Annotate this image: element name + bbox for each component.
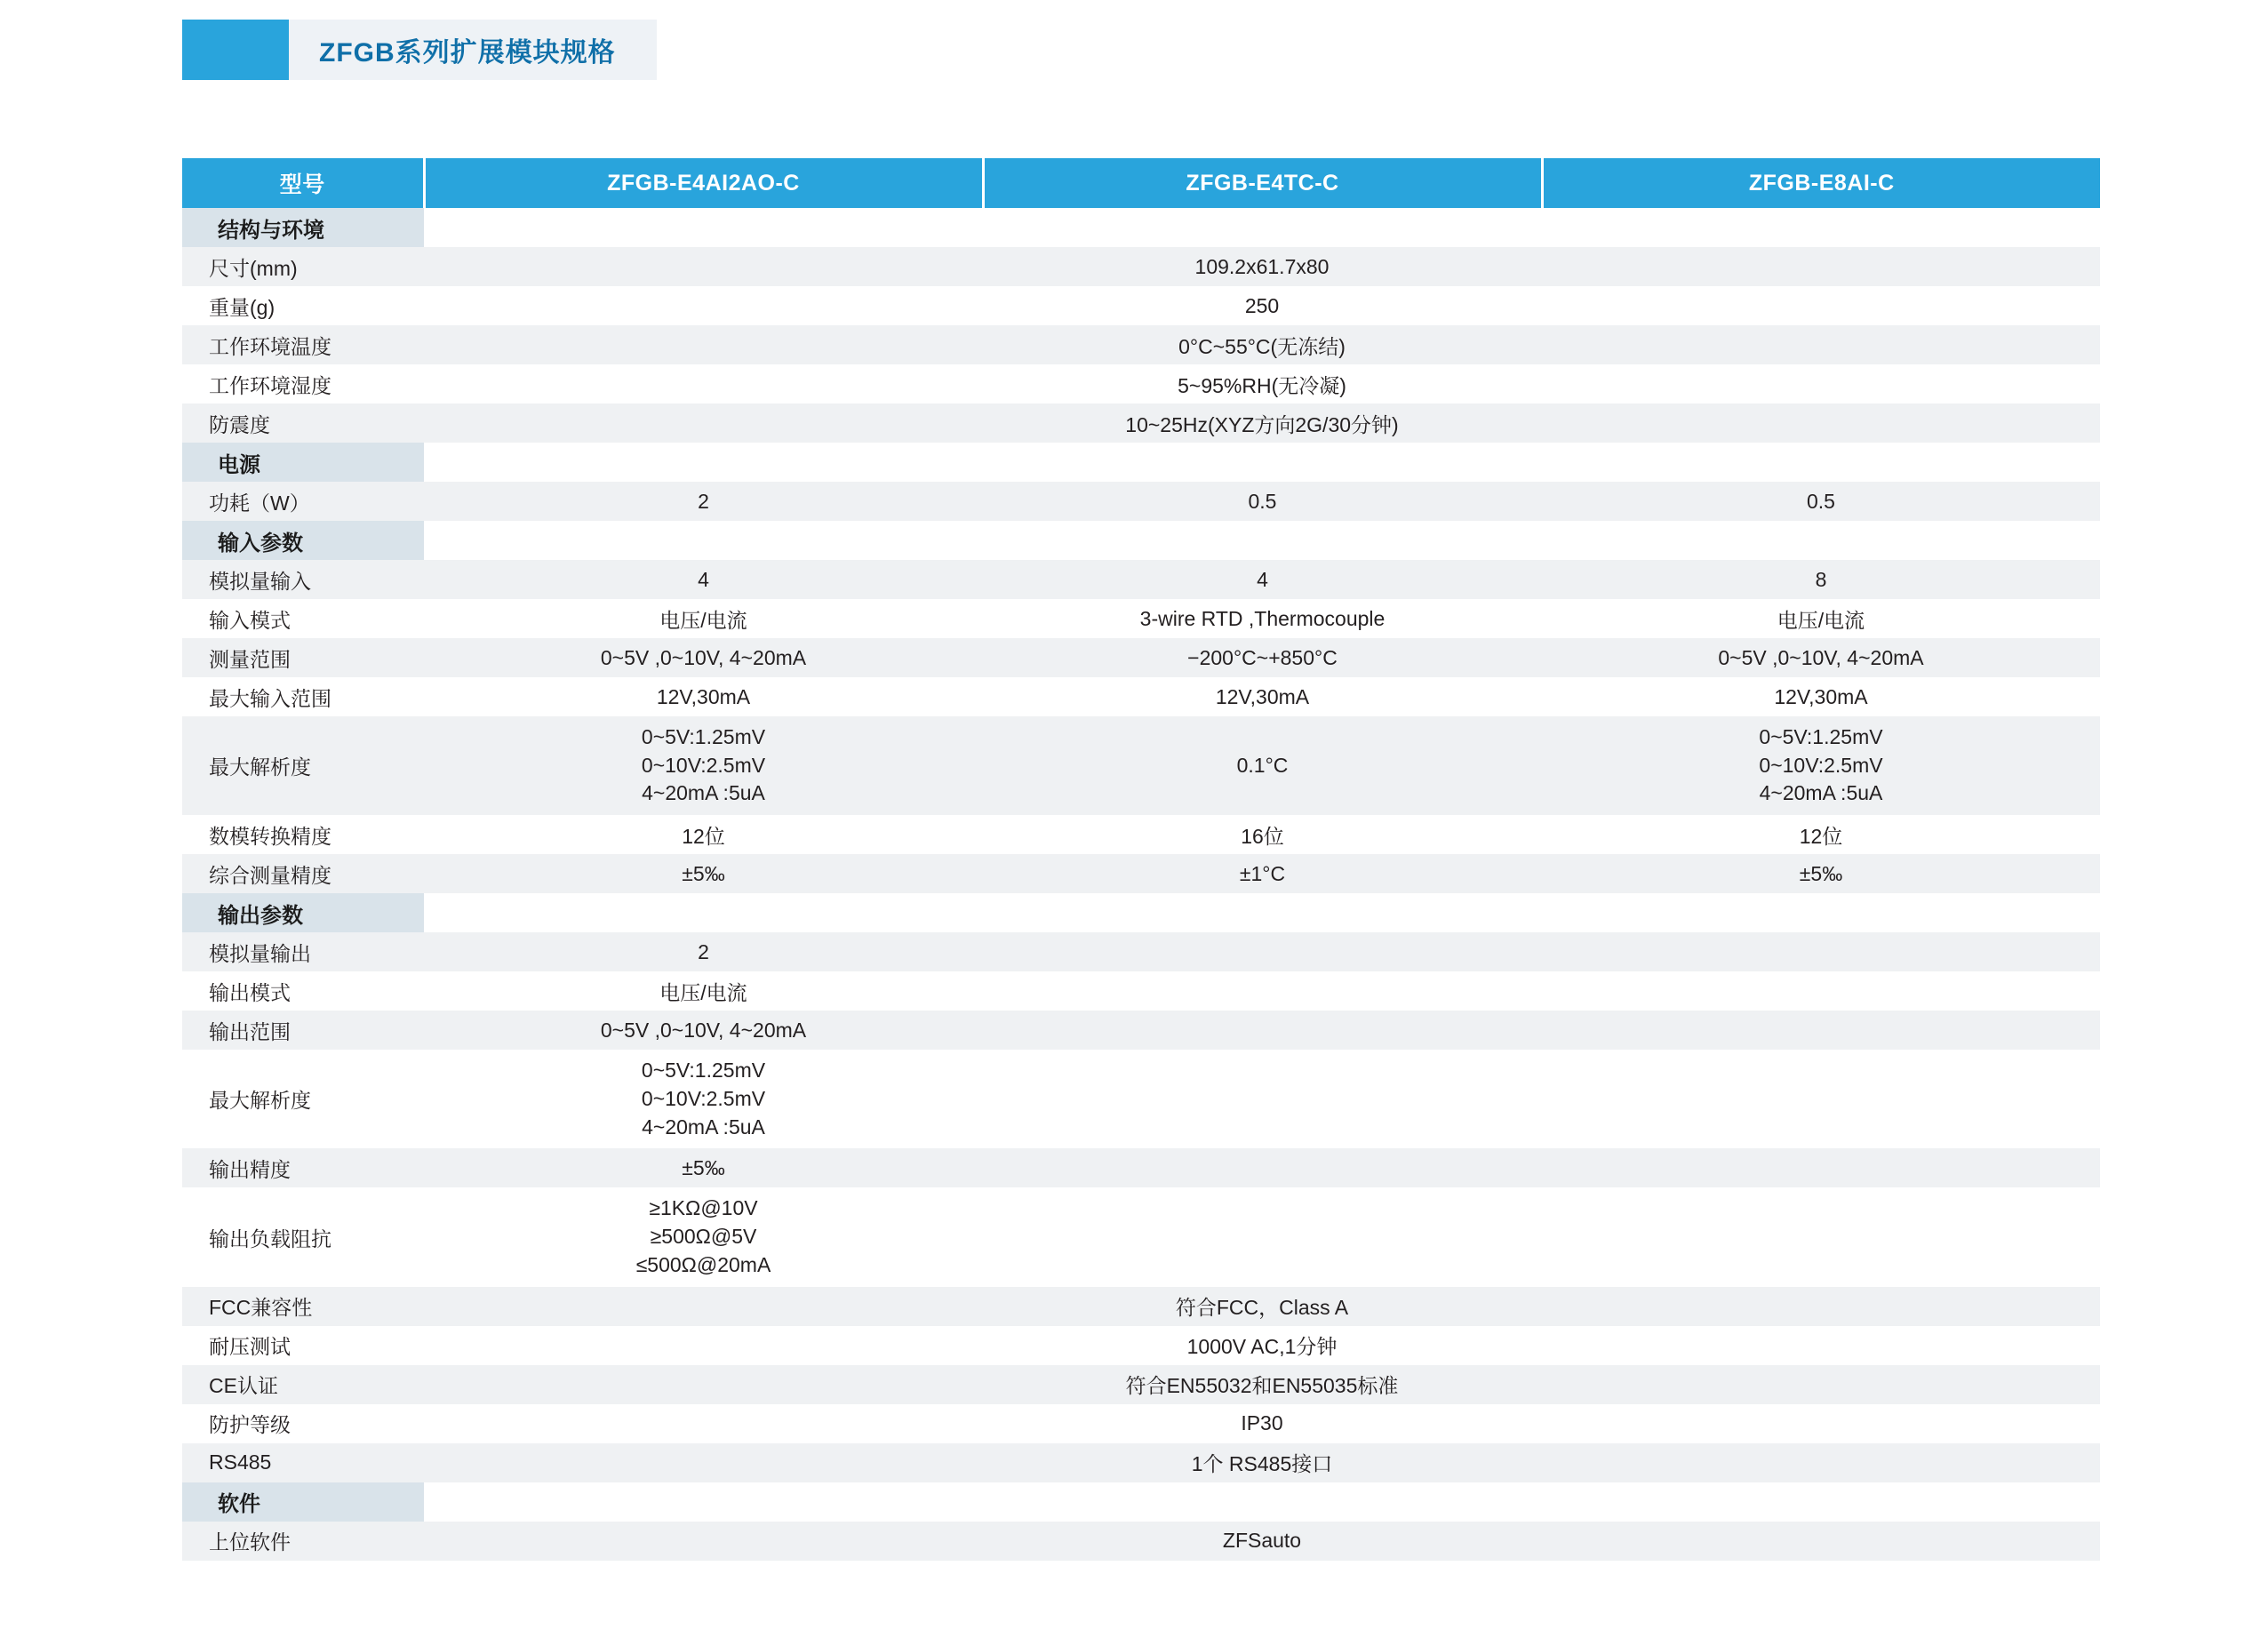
row-value-cell <box>424 716 983 815</box>
row-value-cell: 0.1°C <box>983 716 1542 815</box>
row-value-merged: 0°C~55°C(无冻结) <box>424 325 2100 364</box>
table-row <box>182 560 2100 599</box>
column-header-e4tc: ZFGB-E4TC-C <box>983 158 1542 208</box>
section-empty-cell <box>983 521 1542 560</box>
section-label: 软件 <box>182 1482 424 1522</box>
row-value-cell: 12V,30mA <box>983 677 1542 716</box>
table-row <box>182 1326 2100 1365</box>
row-value-cell: 电压/电流 <box>424 971 983 1011</box>
row-value-merged: 109.2x61.7x80 <box>424 247 2100 286</box>
row-value-cell <box>983 932 1542 971</box>
table-row <box>182 1187 2100 1286</box>
row-value-cell <box>1542 971 2100 1011</box>
section-empty-cell <box>1542 521 2100 560</box>
section-label: 结构与环境 <box>182 208 424 247</box>
row-value-cell <box>1542 716 2100 815</box>
header-title-wrap <box>289 20 657 80</box>
row-value-cell: 0~5V ,0~10V, 4~20mA <box>424 638 983 677</box>
table-row <box>182 1287 2100 1326</box>
row-label: 模拟量输出 <box>182 932 424 971</box>
row-label: 最大解析度 <box>182 716 424 815</box>
row-label: 输出范围 <box>182 1011 424 1050</box>
table-row <box>182 247 2100 286</box>
multiline-value: 0~5V:1.25mV 0~10V:2.5mV 4~20mA :5uA <box>641 1059 766 1139</box>
table-row <box>182 1404 2100 1443</box>
specification-table <box>182 158 2100 1561</box>
row-value-cell <box>983 971 1542 1011</box>
table-row <box>182 325 2100 364</box>
section-empty-cell <box>983 893 1542 932</box>
row-label: FCC兼容性 <box>182 1287 424 1326</box>
row-value-cell: −200°C~+850°C <box>983 638 1542 677</box>
column-header-e4ai2ao: ZFGB-E4AI2AO-C <box>424 158 983 208</box>
row-value-cell: 8 <box>1542 560 2100 599</box>
row-label: CE认证 <box>182 1365 424 1404</box>
row-label: 数模转换精度 <box>182 815 424 854</box>
row-value-cell <box>983 1148 1542 1187</box>
table-row <box>182 404 2100 443</box>
row-value-merged: 符合FCC，Class A <box>424 1287 2100 1326</box>
row-value-merged: 1个 RS485接口 <box>424 1443 2100 1482</box>
row-value-cell: ±5‰ <box>424 854 983 893</box>
row-label: 尺寸(mm) <box>182 247 424 286</box>
section-empty-cell <box>983 443 1542 482</box>
row-value-cell: 4 <box>983 560 1542 599</box>
row-label: 防震度 <box>182 404 424 443</box>
row-value-merged: 符合EN55032和EN55035标准 <box>424 1365 2100 1404</box>
row-value-cell: ±5‰ <box>424 1148 983 1187</box>
section-empty-cell <box>1542 208 2100 247</box>
row-value-cell: 0~5V ,0~10V, 4~20mA <box>424 1011 983 1050</box>
row-value-cell <box>424 1187 983 1286</box>
row-value-cell <box>983 1050 1542 1148</box>
section-empty-cell <box>1542 1482 2100 1522</box>
row-label: 工作环境湿度 <box>182 364 424 404</box>
row-label: 上位软件 <box>182 1522 424 1561</box>
row-label: RS485 <box>182 1443 424 1482</box>
table-header-row <box>182 158 2100 208</box>
row-label: 综合测量精度 <box>182 854 424 893</box>
multiline-value: 0~5V:1.25mV 0~10V:2.5mV 4~20mA :5uA <box>641 725 766 805</box>
row-label: 测量范围 <box>182 638 424 677</box>
row-value-cell: 2 <box>424 932 983 971</box>
row-value-cell: 12V,30mA <box>1542 677 2100 716</box>
column-header-model: 型号 <box>182 158 424 208</box>
table-row <box>182 1522 2100 1561</box>
table-row <box>182 1148 2100 1187</box>
row-value-cell: 4 <box>424 560 983 599</box>
row-label: 输出负载阻抗 <box>182 1187 424 1286</box>
table-row <box>182 1443 2100 1482</box>
row-label: 输出模式 <box>182 971 424 1011</box>
section-empty-cell <box>424 893 983 932</box>
section-label: 输入参数 <box>182 521 424 560</box>
column-header-e8ai: ZFGB-E8AI-C <box>1542 158 2100 208</box>
row-value-merged: IP30 <box>424 1404 2100 1443</box>
section-empty-cell <box>424 521 983 560</box>
row-value-cell: 0.5 <box>983 482 1542 521</box>
row-value-cell: 0~5V ,0~10V, 4~20mA <box>1542 638 2100 677</box>
section-label: 电源 <box>182 443 424 482</box>
table-section-row <box>182 208 2100 247</box>
table-section-row <box>182 1482 2100 1522</box>
section-empty-cell <box>424 208 983 247</box>
page-title: ZFGB系列扩展模块规格 <box>319 38 616 68</box>
row-value-merged: 5~95%RH(无冷凝) <box>424 364 2100 404</box>
table-row <box>182 815 2100 854</box>
table-row <box>182 482 2100 521</box>
row-value-cell <box>1542 1050 2100 1148</box>
row-value-cell: 12V,30mA <box>424 677 983 716</box>
section-empty-cell <box>1542 893 2100 932</box>
table-row <box>182 1365 2100 1404</box>
table-section-row <box>182 893 2100 932</box>
row-value-cell <box>983 1187 1542 1286</box>
section-empty-cell <box>424 443 983 482</box>
row-value-cell: 2 <box>424 482 983 521</box>
row-value-cell: ±1°C <box>983 854 1542 893</box>
row-value-cell: 0.5 <box>1542 482 2100 521</box>
table-row <box>182 716 2100 815</box>
row-value-merged: 1000V AC,1分钟 <box>424 1326 2100 1365</box>
row-value-merged: 10~25Hz(XYZ方向2G/30分钟) <box>424 404 2100 443</box>
section-empty-cell <box>983 1482 1542 1522</box>
row-value-cell <box>424 1050 983 1148</box>
row-label: 重量(g) <box>182 286 424 325</box>
row-value-cell <box>1542 1011 2100 1050</box>
table-row <box>182 364 2100 404</box>
row-label: 工作环境温度 <box>182 325 424 364</box>
row-value-merged: 250 <box>424 286 2100 325</box>
row-label: 模拟量输入 <box>182 560 424 599</box>
row-value-cell: 电压/电流 <box>1542 599 2100 638</box>
page-header-banner <box>182 20 657 80</box>
table-body <box>182 208 2100 1561</box>
row-label: 最大输入范围 <box>182 677 424 716</box>
row-label: 耐压测试 <box>182 1326 424 1365</box>
table-section-row <box>182 443 2100 482</box>
row-value-cell: 3-wire RTD ,Thermocouple <box>983 599 1542 638</box>
row-value-cell <box>1542 1148 2100 1187</box>
table-row <box>182 286 2100 325</box>
row-value-cell: 12位 <box>424 815 983 854</box>
row-value-cell: 电压/电流 <box>424 599 983 638</box>
section-empty-cell <box>424 1482 983 1522</box>
table-row <box>182 971 2100 1011</box>
section-empty-cell <box>1542 443 2100 482</box>
multiline-value: 0~5V:1.25mV 0~10V:2.5mV 4~20mA :5uA <box>1759 725 1883 805</box>
row-value-cell: 12位 <box>1542 815 2100 854</box>
row-value-cell <box>983 1011 1542 1050</box>
row-value-merged: ZFSauto <box>424 1522 2100 1561</box>
section-label: 输出参数 <box>182 893 424 932</box>
table-row <box>182 599 2100 638</box>
table-row <box>182 932 2100 971</box>
row-label: 功耗（W） <box>182 482 424 521</box>
row-value-cell: ±5‰ <box>1542 854 2100 893</box>
section-empty-cell <box>983 208 1542 247</box>
row-label: 最大解析度 <box>182 1050 424 1148</box>
row-value-cell: 16位 <box>983 815 1542 854</box>
table-row <box>182 677 2100 716</box>
row-label: 输入模式 <box>182 599 424 638</box>
table-row <box>182 638 2100 677</box>
row-value-cell <box>1542 1187 2100 1286</box>
row-label: 输出精度 <box>182 1148 424 1187</box>
table-section-row <box>182 521 2100 560</box>
header-accent-bar <box>182 20 289 80</box>
table-row <box>182 1050 2100 1148</box>
row-label: 防护等级 <box>182 1404 424 1443</box>
multiline-value: ≥1KΩ@10V ≥500Ω@5V ≤500Ω@20mA <box>635 1196 771 1276</box>
table-row <box>182 1011 2100 1050</box>
row-value-cell <box>1542 932 2100 971</box>
table-head <box>182 158 2100 208</box>
table-row <box>182 854 2100 893</box>
